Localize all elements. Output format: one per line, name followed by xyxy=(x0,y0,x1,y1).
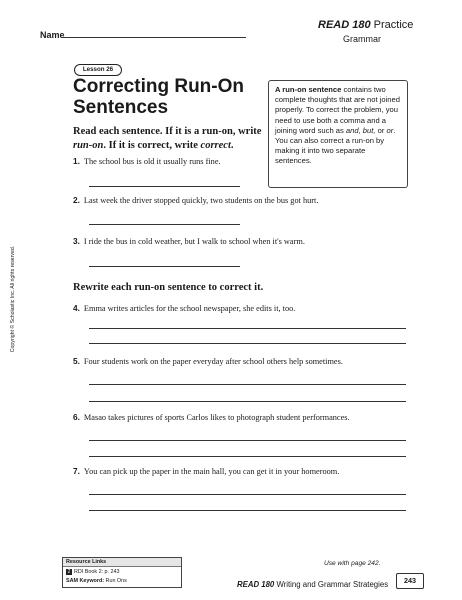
answer-line[interactable] xyxy=(89,456,406,457)
series-brand: READ 180 xyxy=(318,19,371,31)
definition-text: contains two complete thoughts that are not joined properly. To correct the problem, you need to use both a comma and a joining word such as xyxy=(275,85,400,135)
question-text: I ride the bus in cold weather, but I walk to school when it's warm. xyxy=(83,237,305,246)
answer-line[interactable] xyxy=(89,224,240,225)
question-number: 4. xyxy=(73,303,80,313)
answer-line[interactable] xyxy=(89,494,406,495)
question-text: The school bus is old it usually runs fine. xyxy=(83,157,221,166)
question-number: 2. xyxy=(73,195,80,205)
name-label: Name xyxy=(40,30,65,40)
rdi-text: RDI Book 2: p. 243 xyxy=(74,569,120,575)
question-number: 6. xyxy=(73,412,80,422)
answer-line[interactable] xyxy=(89,266,240,267)
question-text: Four students work on the paper everyday after school others help sometimes. xyxy=(83,357,343,366)
instructions-part2: Rewrite each run-on sentence to correct it. xyxy=(73,282,264,293)
rdi-book-ref xyxy=(66,569,120,575)
instruction-text: Read each sentence. If it is a run-on, write xyxy=(73,126,262,137)
answer-line[interactable] xyxy=(89,440,406,441)
page-title: Correcting Run-On Sentences xyxy=(73,76,244,118)
definition-text: . You can also correct a run-on by making it into two separate sentences. xyxy=(275,125,396,166)
name-line xyxy=(62,37,246,38)
question-number: 1. xyxy=(73,156,80,166)
series-title xyxy=(318,19,413,31)
lesson-badge: Lesson 26 xyxy=(74,64,122,76)
question-item xyxy=(73,303,295,313)
answer-line[interactable] xyxy=(89,401,406,402)
question-text: Last week the driver stopped quickly, two students on the bus got hurt. xyxy=(83,196,319,205)
instruction-text: . If it is correct, write xyxy=(103,140,201,151)
question-number: 3. xyxy=(73,236,80,246)
question-item xyxy=(73,356,343,366)
definition-word: and, but, xyxy=(345,125,376,135)
use-with-note: Use with page 242. xyxy=(324,560,381,567)
instruction-word: correct xyxy=(200,140,231,151)
question-text: Masao takes pictures of sports Carlos likes to photograph student performances. xyxy=(83,413,350,422)
question-item xyxy=(73,412,350,422)
footer-brand: READ 180 xyxy=(237,580,275,589)
definition-term: A run-on sentence xyxy=(275,85,342,94)
definition-word: or xyxy=(386,125,394,135)
definition-text: or xyxy=(375,125,387,135)
book-icon: 2 xyxy=(67,569,71,575)
series-word: Practice xyxy=(373,19,414,31)
answer-line[interactable] xyxy=(89,510,406,511)
answer-line[interactable] xyxy=(89,186,240,187)
page-number: 243 xyxy=(396,573,424,589)
footer-text: Writing and Grammar Strategies xyxy=(276,580,389,589)
sam-keyword xyxy=(66,578,127,584)
definition-box xyxy=(268,80,408,188)
sam-label: SAM Keyword: xyxy=(66,578,105,584)
series-subtitle: Grammar xyxy=(343,34,381,44)
question-item xyxy=(73,236,305,246)
footer-strategies xyxy=(237,580,388,589)
question-item xyxy=(73,156,221,166)
question-text: You can pick up the paper in the main hall, you can get it in your homeroom. xyxy=(83,467,340,476)
question-number: 5. xyxy=(73,356,80,366)
question-text: Emma writes articles for the school newspaper, she edits it, too. xyxy=(83,304,296,313)
question-item xyxy=(73,195,318,205)
question-number: 7. xyxy=(73,466,80,476)
instruction-word: run-on xyxy=(73,140,104,151)
instruction-text: . xyxy=(230,140,234,151)
resource-links-box xyxy=(62,557,182,588)
answer-line[interactable] xyxy=(89,343,406,344)
instructions-part1 xyxy=(73,125,263,153)
sam-value: Run Ons xyxy=(105,578,127,584)
answer-line[interactable] xyxy=(89,328,406,329)
answer-line[interactable] xyxy=(89,384,406,385)
resource-links-title: Resource Links xyxy=(63,558,181,567)
copyright-note: Copyright © Scholastic Inc. All rights reserved. xyxy=(10,245,16,353)
question-item xyxy=(73,466,339,476)
